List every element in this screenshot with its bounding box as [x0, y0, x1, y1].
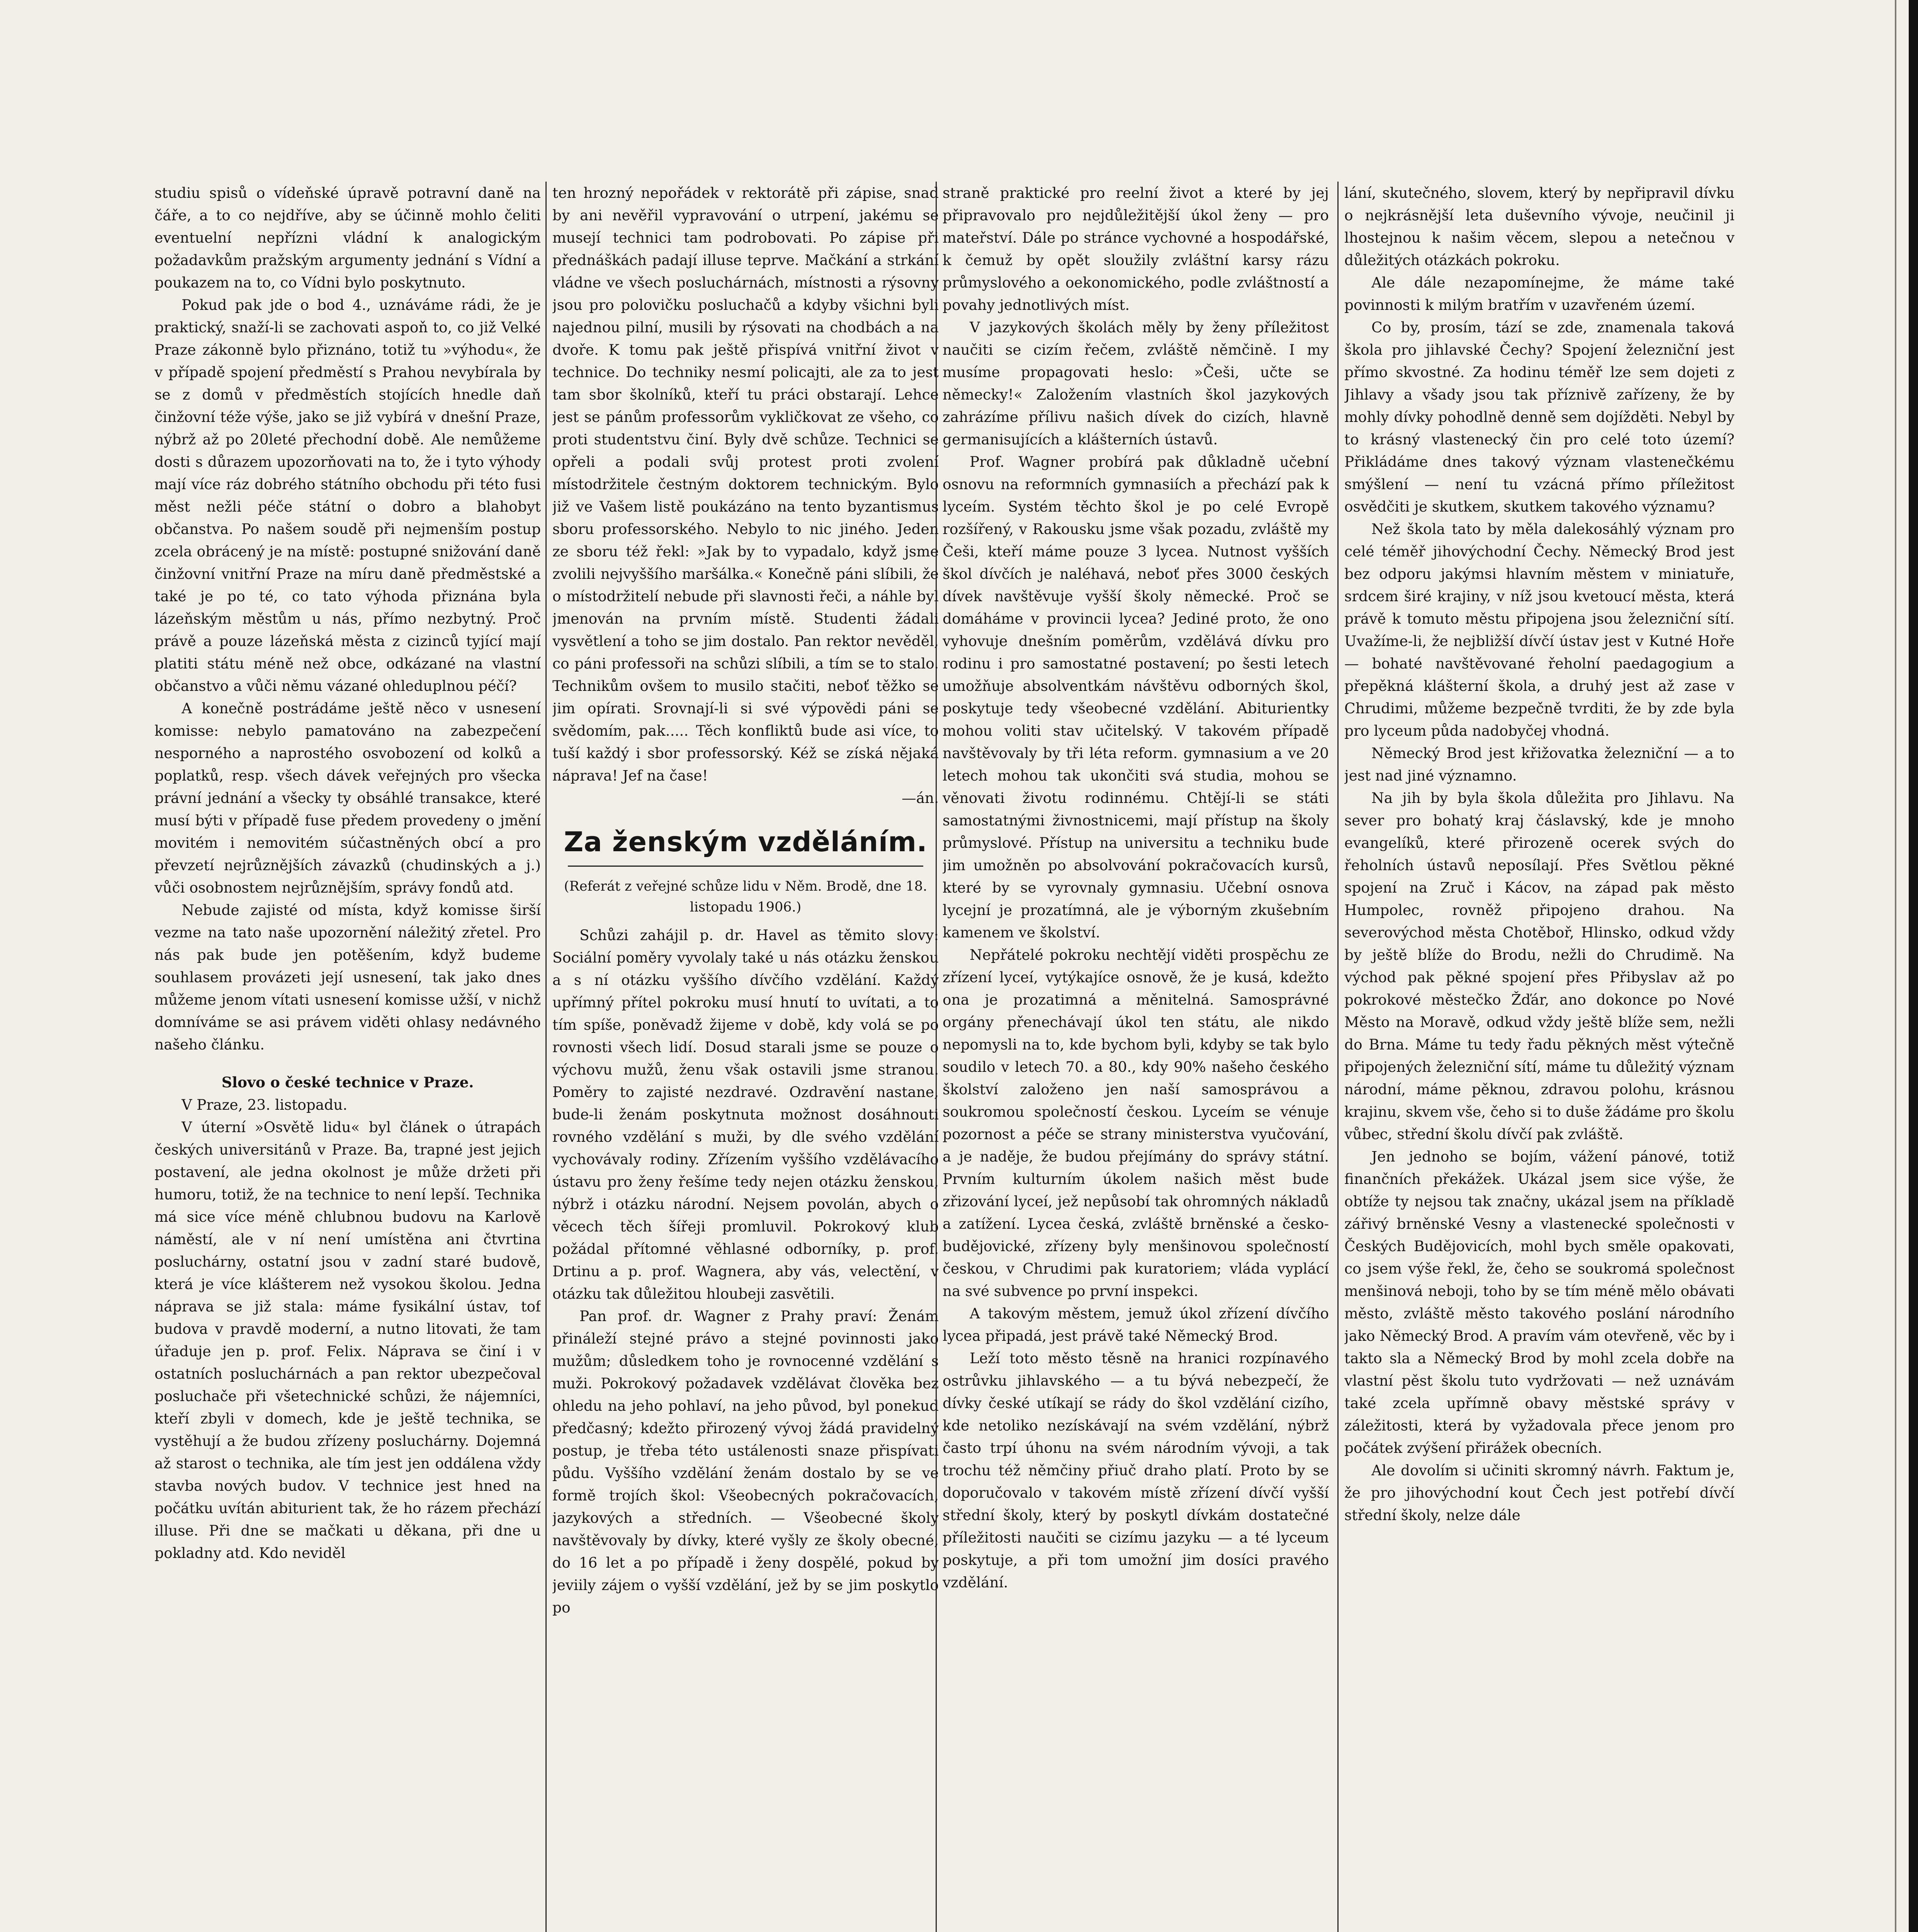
article-paragraph: V úterní »Osvětě lidu« byl článek o útrapách českých universitánů v Praze. Ba, trapné jest jejich postavení, ale jedna okolnost je může držeti při humoru, totiž, že na technice to není lepší. Technika má sice více méně chlubnou budovu na Karlově náměstí, ale v ní není umístěna ani čtvrtina posluchárny, ostatní jsou v zadní staré budově, která je více klášterem než vysokou školou. Jedna náprava se již stala: máme fysikální ústav, tof budova v pravdě moderní, a nutno litovati, že tam úřaduje jen p. prof. Felix. Náprava se činí i v ostatních posluchárnách a pan rektor ubezpečoval posluchače při všetechnické schůzi, že nájemníci, kteří zbyli v domech, kde je ještě technika, se vystěhují a že budou zřízeny posluchárny. Dojemná až starost o technika, ale tím jest jen oddálena vždy stavba nových budov. V technice jest hned na počátku uvítán abiturient tak, že ho rázem přechází illuse. Při dne se mačkati u děkana, při dne u pokladny atd. Kdo neviděl [155, 1119, 541, 1561]
headline-underline [568, 866, 923, 867]
article-paragraph: Německý Brod jest křižovatka železniční — a to jest nad jiné významno. [1344, 745, 1735, 784]
scan-border-right [1909, 0, 1918, 1932]
article-subtitle: (Referát z veřejné schůze lidu v Něm. Brodě, dne 18. listopadu 1906.) [564, 879, 928, 915]
column-rule [1337, 182, 1339, 1932]
article-paragraph: Než škola tato by měla dalekosáhlý význam pro celé téměř jihovýchodní Čechy. Německý Brod jest bez odporu jakýmsi hlavním městem v miniatuře, srdcem širé krajiny, v níž jsou kvetoucí města, která právě k tomuto městu připojena jsou železniční sítí. Uvažíme-li, že nejbližší dívčí ústav jest v Kutné Hoře — bohaté navštěvované řeholní paedagogium a přepěkná klášterní škola, a druhý jest až zase v Chrudimi, můžeme bezpečně tvrditi, že by zde byla pro lyceum půda nadobyčej vhodná. [1344, 520, 1735, 739]
column-2 [552, 182, 939, 1932]
column-4 [1344, 182, 1735, 1932]
dateline: V Praze, 23. listopadu. [182, 1096, 348, 1113]
article-paragraph: lání, skutečného, slovem, který by nepřipravil dívku o nejkrásnější leta duševního vývoje, neučinil ji lhostejnou k našim věcem, slepou a netečnou v důležitých otázkách pokroku. [1344, 184, 1735, 269]
article-paragraph: A konečně postrádáme ještě něco v usnesení komisse: nebylo pamatováno na zabezpečení nesporného a naprostého osvobození od kolků a poplatků, resp. všech dávek veřejných pro všecka právní jednání a všecky ty obsáhlé transakce, které musí býti v případě fuse předem provedeny o jmění movitém i nemovitém súčastněných obcí a pro převzetí nejrůznějších závazků (chudinských a j.) vůči osobnostem nejrůznějším, správy fondů atd. [155, 700, 541, 896]
article-paragraph: Prof. Wagner probírá pak důkladně učební osnovu na reformních gymnasiích a přechází pak k lyceím. Systém těchto škol je po celé Evropě rozšířený, v Rakousku jsme však pozadu, zvláště my Češi, kteří máme pouze 3 lycea. Nutnost vyšších škol dívčích je naléhavá, neboť přes 3000 českých dívek navštěvuje vyšší školy německé. Proč se domáháme v provincii lycea? Jediné proto, že ono vyhovuje dnešním poměrům, vzdělává dívku pro rodinu i pro samostatné postavení; po šesti letech umožňuje absolventkám návštěvu odborných škol, poskytuje tedy všeobecné vzdělání. Abiturientky mohou voliti stav učitelský. V takovém případě navštěvovaly by tři léta reform. gymnasium a ve 20 letech mohou tak ukončiti svá studia, mohou se věnovati životu rodinnému. Chtějí-li se státi samostatnými živnostnicemi, mají přístup na školy průmyslové. Přístup na universitu a techniku bude jim umožněn po absolvování pokračovacích kursů, které by se vyrovnaly gymnasiu. Učební osnova lycejní je prozatímná, ale je výborným zkušebním kamenem ve školství. [943, 453, 1329, 941]
article-paragraph: Pokud pak jde o bod 4., uznáváme rádi, že je praktický, snaží-li se zachovati aspoň to, co již Velké Praze zákonně bylo přiznáno, totiž tu »výhodu«, že v případě spojení předměstí s Prahou nevybírala by se z domů v předměstích stojících hnedle daň činžovní téže výše, jako se již vybírá v dnešní Praze, nýbrž až po 20leté přechodní době. Ale nemůžeme dosti s důrazem upozorňovati na to, že i tyto výhody mají více ráz dobrého státního obchodu při této fusi měst nežli péče státní o dobro a blahobyt občanstva. Po našem soudě při nejmenším postup zcela obrácený je na místě: postupné snižování daně činžovní vnitřní Praze na míru daně předměstské a také je po té, co tato výhoda přiznána byla lázeňským městům u nás, přímo nezbytný. Proč právě a pouze lázeňská města z cizinců tyjící mají platiti státu méně než obce, odkázané na vlastní občanstvo a vůči němu vázané ohleduplnou péčí? [155, 296, 541, 694]
column-1 [155, 182, 541, 1932]
article-paragraph: Na jih by byla škola důležita pro Jihlavu. Na sever pro bohatý kraj čáslavský, kde je mnoho evangelíků, které přirozeně ocerek svých do řeholních ústavů neposílají. Přes Světlou pěkné spojení na Zruč i Kácov, na západ pak město Humpolec, rovněž připojeno drahou. Na severovýchod města Chotěboř, Hlinsko, odkud vždy by ještě blíže do Brodu, nežli do Chrudimě. Na východ pak pěkné spojení přes Přibyslav až po pokrokové městečko Žďár, ano dokonce po Nové Město na Moravě, odkud vždy ještě blíže sem, nežli do Brna. Máme tu tedy řadu pěkných měst výtečně připojených železniční sítí, máme tu důležitý význam národní, máme pěknou, zdravou polohu, krásnou krajinu, skvem vše, čeho si to duše žádáme pro školu vůbec, střední školu dívčí pak zvláště. [1344, 789, 1735, 1143]
author-signature: —án. [902, 789, 939, 806]
article-paragraph: Schůzi zahájil p. dr. Havel as těmito slovy: Sociální poměry vyvolaly také u nás otázku ženskou a s ní otázku vyššího dívčího vzdělání. Každý upřímný přítel pokroku musí hnutí to uvítati, a to tím spíše, poněvadž žijeme v době, kdy volá se po rovnosti všech lidí. Dosud starali jsme se pouze o výchovu mužů, ženu však ostavili jsme stranou. Poměry to zajisté nezdravé. Ozdravění nastane, bude-li ženám poskytnuta možnost dosáhnouti rovného vzdělání s muži, by dle svého vzdělání vychovávaly rodiny. Zřízením vyššího vzdělávacího ústavu pro ženy řešíme tedy nejen otázku ženskou, nýbrž i otázku národní. Nejsem povolán, abych o věcech těch šířeji promluvil. Pokrokový klub požádal přítomné věhlasné odborníky, p. prof. Drtinu a p. prof. Wagnera, aby vás, velectění, v otázku tak důležitou hloubeji zasvětili. [552, 927, 939, 1302]
adjacent-page-edge [1895, 0, 1896, 1932]
article-heading: Slovo o české technice v Praze. [221, 1074, 474, 1091]
article-paragraph: studiu spisů o vídeňské úpravě potravní daně na čáře, a to co nejdříve, aby se účinně mohlo čeliti eventuelní nepřízni vládní k analogickým požadavkům pražským argumenty jednání s Vídní a poukazem na to, co Vídni bylo poskytnuto. [155, 184, 541, 291]
column-3 [943, 182, 1329, 1932]
article-headline: Za ženským vzděláním. [564, 826, 928, 858]
article-paragraph: Jen jednoho se bojím, vážení pánové, totiž finančních překážek. Ukázal jsem sice výše, že obtíže ty nejsou tak značny, ukázal jsem na příkladě zářivý brněnské Vesny a vlastenecké společnosti v Českých Budějovicích, mohl bych směle opakovati, co jsem výše řekl, že, čeho se soukromá společnost menšinová neboji, toho by se tím méně mělo obávati město, zvláště město takového poslání národního jako Německý Brod. A pravím vám otevřeně, věc by i takto sla a Německý Brod by mohl zcela dobře na vlastní pěst školu tuto vydržovati — než uznávám také zcela upřímně obavy městské správy v záležitosti, která by vyžadovala přece jenom pro počátek zvýšení přirážek obecních. [1344, 1148, 1735, 1456]
article-paragraph: Pan prof. dr. Wagner z Prahy praví: Ženám přináleží stejné právo a stejné povinnosti jako mužům; důsledkem toho je rovnocenné vzdělání s muži. Pokrokový požadavek vzdělávat člověka bez ohledu na jeho pohlaví, na jeho původ, byl ponekud předčasný; kdežto přirozený vývoj žádá pravidelný postup, je třeba této ustálenosti snaze přispívati půdu. Vyššího vzdělání ženám dostalo by se ve formě trojích škol: Všeobecných pokračovacích, jazykových a středních. — Všeobecné školy navštěvovaly by dívky, které vyšly ze školy obecné, do 16 let a po případě i ženy dospělé, pokud by jeviily zájem o vyšší vzdělání, jež by se jim poskytlo po [552, 1308, 939, 1616]
article-paragraph: V jazykových školách měly by ženy příležitost naučiti se cizím řečem, zvláště němčině. I my musíme propagovati heslo: »Češi, učte se německy!« Založením vlastních škol jazykových zahrázíme přílivu našich dívek do cizích, hlavně germanisujících a klášterních ústavů. [943, 319, 1329, 448]
article-paragraph: Co by, prosím, tází se zde, znamenala taková škola pro jihlavské Čechy? Spojení železniční jest přímo skvostné. Za hodinu téměř lze sem dojeti z Jihlavy a všady jsou tak příznivě zařízeny, že by mohly dívky pohodlně denně sem dojížděti. Nebyl by to krásný vlastenecký čin pro celé toto území? Přikládáme dnes takový význam vlastenečkému smýšlení — není tu vzácná přímo příležitost osvědčiti je skutkem, skutkem takového významu? [1344, 319, 1735, 515]
article-paragraph: ten hrozný nepořádek v rektorátě při zápise, snad by ani nevěřil vypravování o utrpení, jakému se musejí technici tam podrobovati. Po zápise při přednáškách padají illuse teprve. Mačkání a strkání vládne ve všech posluchárnách, místnosti a rýsovny jsou pro polovičku posluchačů a kdyby všichni byli najednou pilní, musili by rýsovati na chodbách a na dvoře. K tomu pak ještě přispívá vnitřní život v technice. Do techniky nesmí policajti, ale za to jest tam sbor školníků, kteří tu práci obstarají. Lehce jest se pánům professorům vykličkovat ze všeho, co proti studentstvu činí. Byly dvě schůze. Technici se opřeli a podali svůj protest proti zvolení místodržitele čestným doktorem technickým. Bylo již ve Vašem listě poukázáno na tento byzantismus sboru professorského. Nebylo to nic jiného. Jeden ze sboru též řekl: »Jak by to vypadalo, když jsme zvolili nejvyššího maršálka.« Konečně páni slíbili, že o místodržitelí nebude při slavnosti řeči, a náhle byl jmenován na prvním místě. Studenti žádali vysvětlení a toho se jim dostalo. Pan rektor nevěděl, co páni professoři na schůzi slíbili, a tím se to stalo. Technikům ovšem to musilo stačiti, neboť těžko se jim opírati. Srovnají-li si své výpovědi páni se svědomím, pak..... Těch konfliktů bude asi více, to tuší každý i sbor professorský. Kéž se získá nějaká náprava! Jef na čase! [552, 184, 939, 784]
column-rule [545, 182, 547, 1932]
article-paragraph: Ale dále nezapomínejme, že máme také povinnosti k milým bratřím v uzavřeném území. [1344, 274, 1735, 313]
article-paragraph: Ale dovolím si učiniti skromný návrh. Faktum je, že pro jihovýchodní kout Čech jest potřebí dívčí střední školy, nelze dále [1344, 1462, 1735, 1524]
article-paragraph: straně praktické pro reelní život a které by jej připravovalo pro nejdůležitější úkol ženy — pro mateřství. Dále po stránce vychovné a hospodářské, k čemuž by opět sloužily zvláštní karsy rázu průmyslového a oekonomického, podle zvláštností a povahy jednotlivých míst. [943, 184, 1329, 313]
article-paragraph: A takovým městem, jemuž úkol zřízení dívčího lycea připadá, jest právě také Německý Brod. [943, 1305, 1329, 1344]
article-paragraph: Leží toto město těsně na hranici rozpínavého ostrůvku jihlavského — a tu bývá nebezpečí, že dívky české utíkají se rády do škol vzdělání cizího, kde netoliko nezískávají na svém vzdělání, nýbrž často trpí úhonu na svém národním vývoji, a tak trochu též němčiny přiuč draho platí. Proto by se doporučovalo v takovém místě zřízení dívčí vyšší střední školy, který by poskytl dívkám dostatečné příležitosti naučiti se cizímu jazyku — a té lyceum poskytuje, a při tom umožní jim dosíci pravého vzdělání. [943, 1350, 1329, 1591]
article-paragraph: Nepřátelé pokroku nechtějí viděti prospěchu ze zřízení lyceí, vytýkajíce osnově, že je kusá, kdežto ona je prozatimná a měnitelná. Samosprávné orgány přenechávají úkol ten státu, ale nikdo nepomysli na to, kde bychom byli, kdyby se tak bylo soudilo v letech 70. a 80., kdy 90% našeho českého školství založeno jen naší samosprávou a soukromou společností českou. Lyceím se vénuje pozornost a péče se strany ministerstva vyučování, a je naděje, že budou přejímány do správy státní. Prvním kulturním úkolem našich měst bude zřizování lyceí, jež nepůsobí tak ohromných nákladů a zatížení. Lycea česká, zvláště brněnské a česko-budějovické, zřízeny byly menšinovou společností českou, v Chrudimi pak kuratoriem; vláda vyplácí na své subvence po první inspekci. [943, 946, 1329, 1299]
article-paragraph: Nebude zajisté od místa, když komisse širší vezme na tato naše upozornění náležitý zřetel. Pro nás pak bude jen potěšením, když budeme souhlasem provázeti její usnesení, tak jako dnes můžeme jenom vítati usnesení komisse užší, v nichž domníváme se asi právem viděti ohlasy nedávného našeho článku. [155, 901, 541, 1053]
